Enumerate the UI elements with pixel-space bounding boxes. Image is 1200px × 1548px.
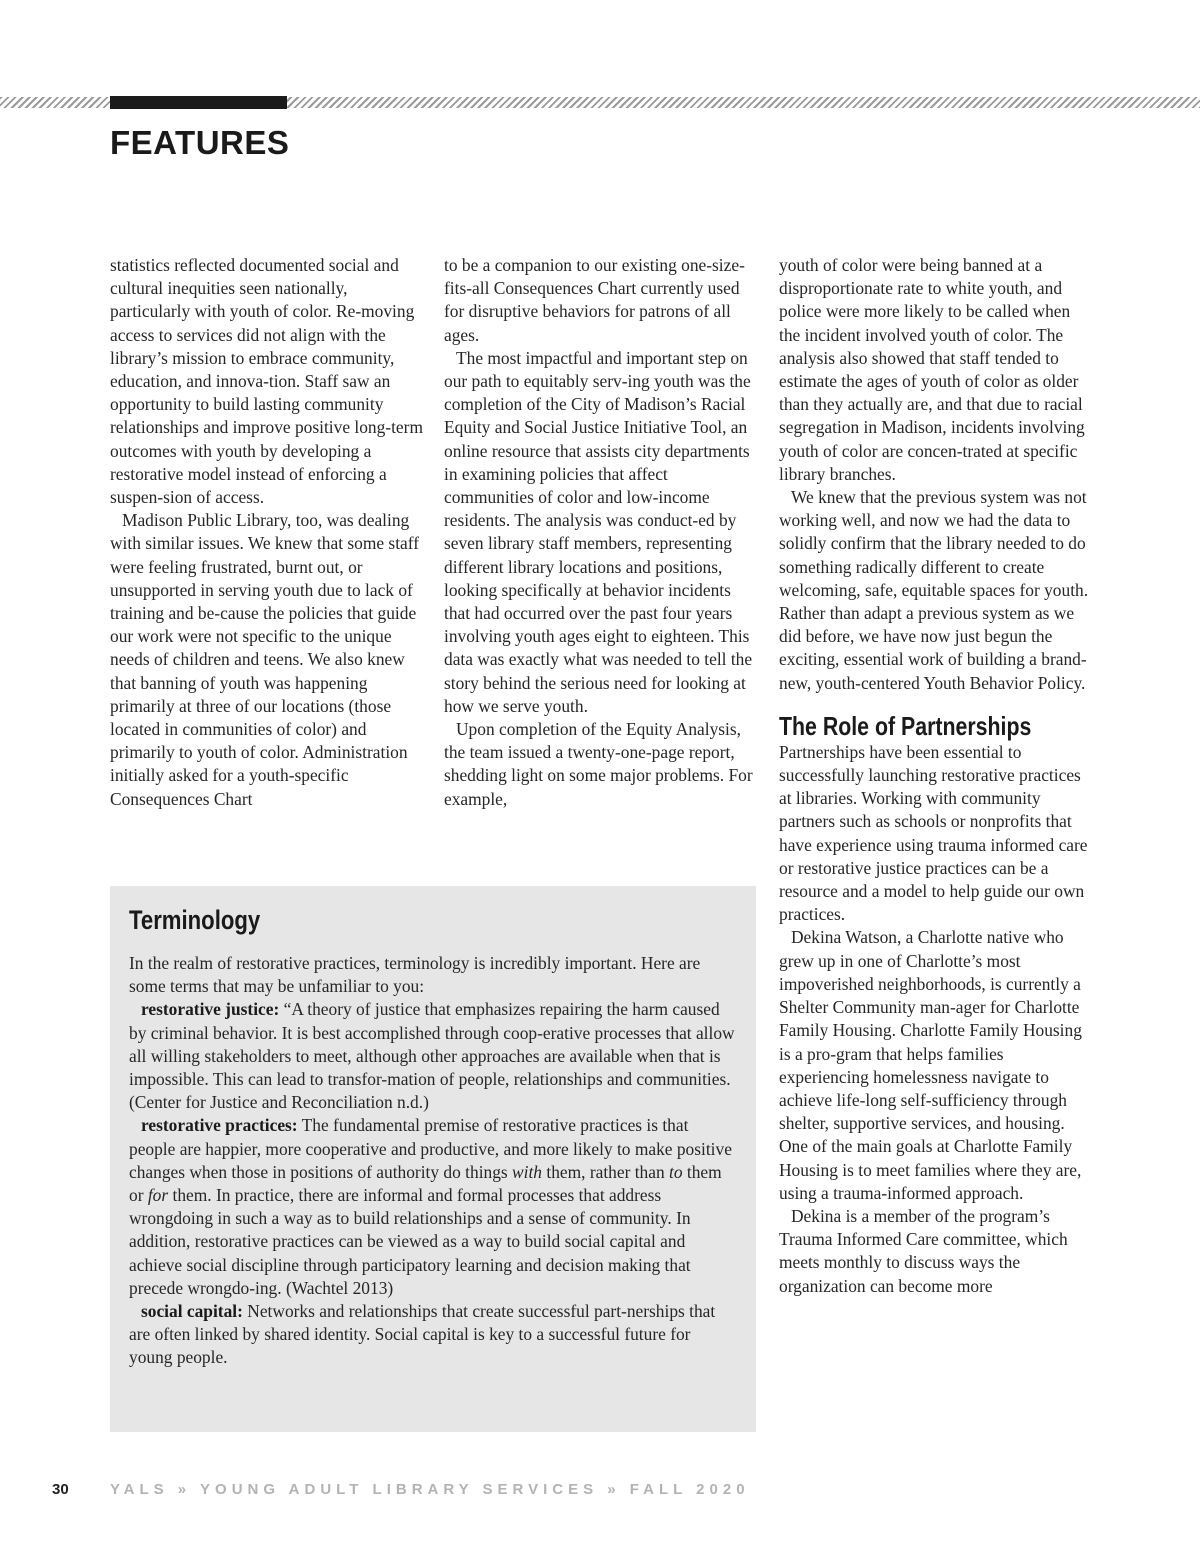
subheading-partnerships: The Role of Partnerships (779, 710, 1032, 741)
paragraph: Partnerships have been essential to successfully launching restorative practices at libraries. Working with community partners such as schools or nonprofits that have experience using trauma informed care or restorative justice practices can be a resource and a model to help guide our own practices. (779, 741, 1088, 925)
paragraph: Madison Public Library, too, was dealing with similar issues. We knew that some staff were feeling frustrated, burnt out, or unsupported in serving youth due to lack of training and be-cause the policies that guide our work were not specific to the unique needs of children and teens. We also knew that banning of youth was happening primarily at three of our locations (those located in communities of color) and primarily to youth of color. Administration initially asked for a youth-specific Consequences Chart (110, 510, 420, 809)
term-definition: them, rather than (542, 1161, 670, 1182)
sidebar-intro: In the realm of restorative practices, terminology is incredibly important. Here are some terms that may be unfamiliar to you: (129, 953, 701, 997)
paragraph: to be a companion to our existing one-size-fits-all Consequences Chart currently used for disruptive behaviors for patrons of all ages. (444, 255, 745, 345)
section-title: FEATURES (110, 124, 290, 161)
column-1 (110, 254, 426, 811)
paragraph: We knew that the previous system was not working well, and now we had the data to solidly confirm that the library needed to do something radically different to create welcoming, safe, equitable spaces for youth. Rather than adapt a previous system as we did before, we have now just begun the exciting, essential work of building a brand-new, youth-centered Youth Behavior Policy. (779, 487, 1089, 693)
term-entry (129, 998, 738, 1114)
column-2 (444, 254, 758, 811)
italic-word: to (669, 1161, 683, 1182)
term-definition: The fundamental premise of restorative practices is that people are happier, more cooperative and productive, and more likely to make positive changes when those in positions of authority do things (129, 1115, 732, 1182)
paragraph: statistics reflected documented social and cultural inequities seen nationally, particularly with youth of color. Re-moving access to services did not align with the library’s mission to embrace community, education, and innova-tion. Staff saw an opportunity to build lasting community relationships and improve positive long-term outcomes with youth by developing a restorative model instead of enforcing a suspen-sion of access. (110, 255, 423, 508)
sidebar-title: Terminology (129, 905, 261, 935)
header-accent-bar (110, 96, 287, 109)
column-3 (779, 254, 1095, 1298)
paragraph: Dekina is a member of the program’s Trauma Informed Care committee, which meets monthly to discuss ways the organization can become more (779, 1205, 1068, 1296)
term-entry (129, 1300, 738, 1370)
paragraph: Dekina Watson, a Charlotte native who grew up in one of Charlotte’s most impoverished neighborhoods, is currently a Shelter Community man-ager for Charlotte Family Housing. Charlotte Family Housing is a pro-gram that helps families experiencing homelessness navigate to achieve life-long self-sufficiency through shelter, supportive services, and housing. One of the main goals at Charlotte Family Housing is to meet families where they are, using a trauma-informed approach. (779, 927, 1082, 1203)
running-footer: YALS » YOUNG ADULT LIBRARY SERVICES » FALL 2020 (110, 1481, 750, 1498)
term-definition: Networks and relationships that create successful part-nerships that are often linked by shared identity. Social capital is key to a successful future for young people. (129, 1301, 716, 1368)
paragraph: The most impactful and important step on our path to equitably serv-ing youth was the completion of the City of Madison’s Racial Equity and Social Justice Initiative Tool, an online resource that assists city departments in examining policies that affect communities of color and low-income residents. The analysis was conduct-ed by seven library staff members, representing different library locations and positions, looking specifically at behavior incidents that had occurred over the past four years involving youth ages eight to eighteen. This data was exactly what was needed to tell the story behind the serious need for looking at how we serve youth. (444, 347, 753, 716)
term-definition: “A theory of justice that emphasizes repairing the harm caused by criminal behavior. It is best accomplished through coop-erative processes that allow all willing stakeholders to meet, although other approaches are available when that is impossible. This can lead to transfor-mation of people, relationships and communities. (Center for Justice and Reconciliation n.d.) (129, 999, 735, 1113)
terminology-sidebar (110, 886, 756, 1432)
italic-word: for (147, 1185, 169, 1206)
term-label: restorative practices: (141, 1115, 298, 1136)
page-number: 30 (52, 1481, 69, 1498)
term-label: social capital: (141, 1301, 243, 1322)
term-definition: them or (129, 1161, 722, 1206)
term-label: restorative justice: (141, 999, 280, 1020)
paragraph: youth of color were being banned at a disproportionate rate to white youth, and police were more likely to be called when the incident involved youth of color. The analysis also showed that staff tended to estimate the ages of youth of color as older than they actually are, and that due to racial segregation in Madison, incidents involving youth of color are concen-trated at specific library branches. (779, 255, 1085, 484)
italic-word: with (512, 1161, 543, 1182)
term-definition: them. In practice, there are informal and formal processes that address wrongdoing in such a way as to build relationships and a sense of community. In addition, restorative practices can be viewed as a way to build social capital and achieve social discipline through participatory learning and decision making that precede wrongdo-ing. (Wachtel 2013) (129, 1185, 691, 1298)
paragraph: Upon completion of the Equity Analysis, the team issued a twenty-one-page report, shedding light on some major problems. For example, (444, 719, 753, 809)
term-entry (129, 1114, 738, 1300)
